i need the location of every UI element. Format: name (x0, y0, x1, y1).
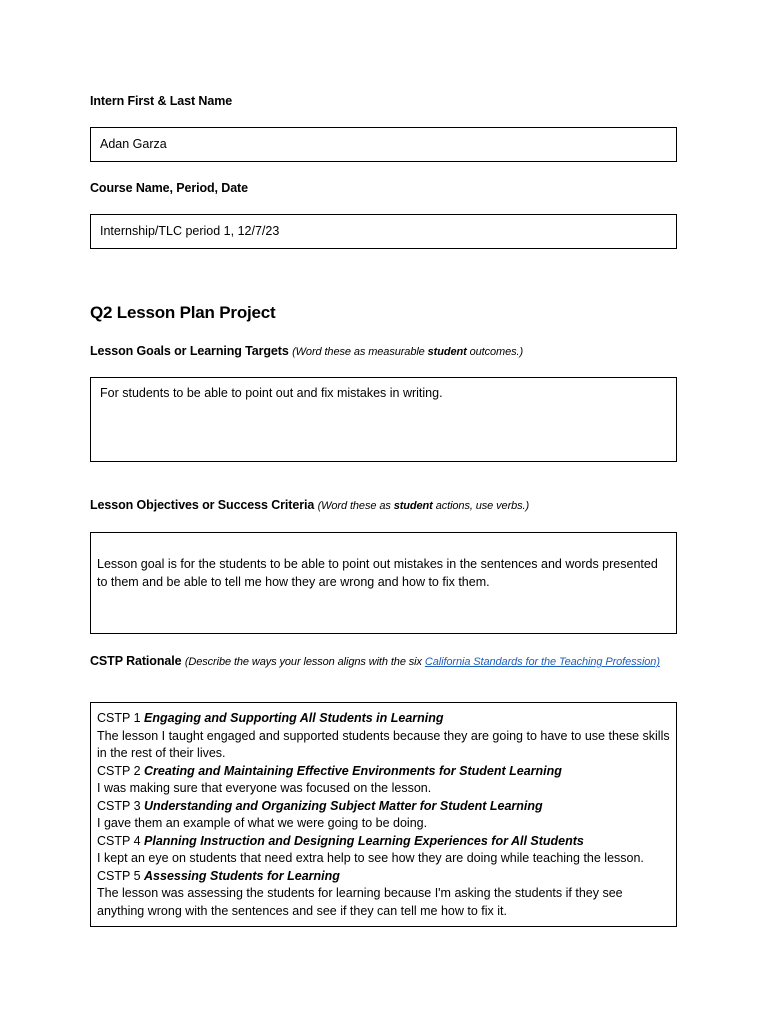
cstp-item-1 (97, 710, 670, 763)
objectives-note (318, 500, 530, 512)
goals-value: For students to be able to point out and fix mistakes in writing. (100, 386, 443, 400)
cstp-1-header (97, 710, 670, 728)
course-field[interactable] (90, 214, 677, 249)
cstp-5-title: Assessing Students for Learning (144, 868, 340, 883)
course-value: Internship/TLC period 1, 12/7/23 (100, 224, 280, 238)
cstp-4-title: Planning Instruction and Designing Learning Experiences for All Students (144, 833, 584, 848)
goals-note (292, 346, 523, 358)
objectives-field[interactable] (90, 532, 677, 634)
cstp-5-body: The lesson was assessing the students for learning because I'm asking the students if they see anything wrong with the sentences and see if they can tell me how to fix it. (97, 886, 623, 918)
cstp-standards-link[interactable]: California Standards for the Teaching Profession) (424, 656, 660, 668)
objectives-label (90, 498, 529, 512)
rationale-note (185, 656, 660, 668)
cstp-5-prefix: CSTP 5 (97, 868, 145, 883)
objectives-note-pre: (Word these as (317, 500, 394, 512)
cstp-2-header (97, 763, 670, 781)
objectives-note-post: actions, use verbs.) (432, 500, 530, 512)
cstp-item-5 (97, 868, 670, 921)
cstp-5-header (97, 868, 670, 886)
goals-label (90, 344, 523, 358)
objectives-note-bold: student (393, 500, 433, 512)
intern-name-label: Intern First & Last Name (90, 94, 233, 108)
cstp-2-title: Creating and Maintaining Effective Environments for Student Learning (144, 763, 562, 778)
rationale-note-pre: (Describe the ways your lesson aligns with the six (184, 656, 425, 668)
goals-note-post: outcomes.) (466, 346, 524, 358)
cstp-3-title: Understanding and Organizing Subject Matter for Student Learning (144, 798, 543, 813)
goals-note-bold: student (427, 346, 467, 358)
rationale-field[interactable] (90, 702, 677, 927)
course-label: Course Name, Period, Date (90, 181, 248, 195)
objectives-label-text: Lesson Objectives or Success Criteria (90, 498, 315, 512)
cstp-1-prefix: CSTP 1 (97, 711, 145, 725)
cstp-3-body: I gave them an example of what we were going to be doing. (97, 816, 428, 830)
cstp-3-prefix: CSTP 3 (97, 798, 145, 813)
cstp-item-3 (97, 798, 670, 833)
cstp-4-prefix: CSTP 4 (97, 833, 145, 848)
goals-note-pre: (Word these as measurable (292, 346, 428, 358)
cstp-4-body: I kept an eye on students that need extra help to see how they are doing while teaching the lesson. (97, 851, 644, 865)
cstp-2-body: I was making sure that everyone was focused on the lesson. (97, 781, 432, 795)
intern-name-field[interactable] (90, 127, 677, 162)
intern-name-value: Adan Garza (100, 137, 167, 151)
goals-label-text: Lesson Goals or Learning Targets (90, 344, 289, 358)
rationale-label (90, 653, 677, 670)
cstp-item-4 (97, 833, 670, 868)
goals-field[interactable] (90, 377, 677, 462)
cstp-1-title: Engaging and Supporting All Students in Learning (144, 711, 444, 725)
cstp-3-header (97, 798, 670, 816)
cstp-2-prefix: CSTP 2 (97, 763, 145, 778)
cstp-4-header (97, 833, 670, 851)
objectives-value: Lesson goal is for the students to be able to point out mistakes in the sentences and words presented to them and be able to tell me how they are wrong and how to fix them. (97, 557, 658, 589)
rationale-label-text: CSTP Rationale (90, 654, 182, 668)
cstp-1-body: The lesson I taught engaged and supported students because they are going to have to use these skills in the rest of their lives. (97, 728, 670, 760)
cstp-item-2 (97, 763, 670, 798)
project-title: Q2 Lesson Plan Project (90, 303, 276, 322)
